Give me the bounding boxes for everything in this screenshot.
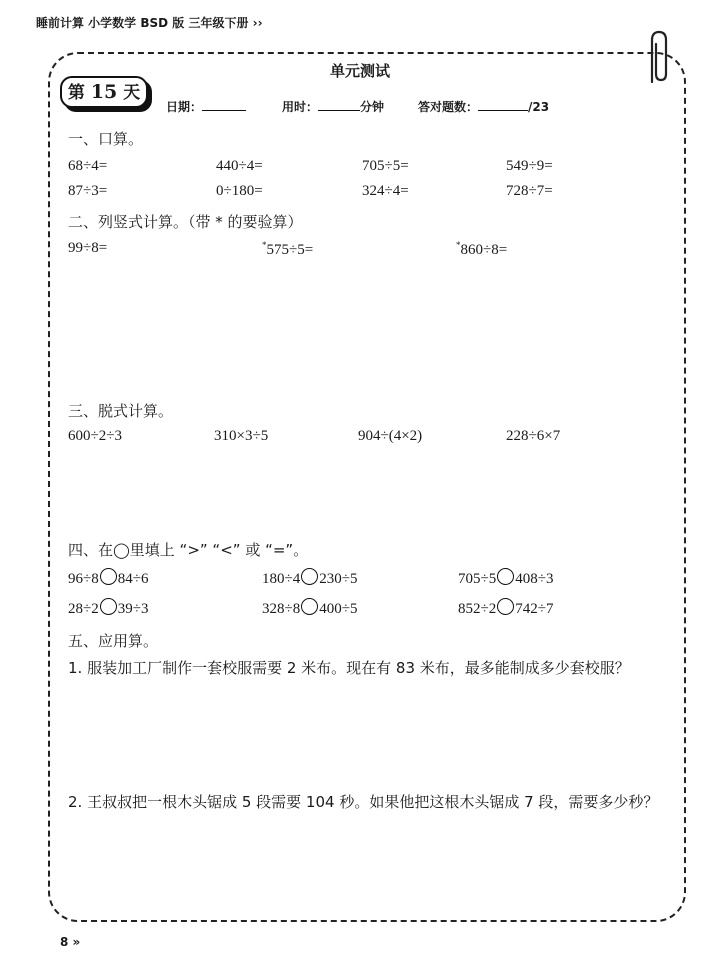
date-label: 日期： bbox=[166, 100, 203, 114]
time-unit: 分钟 bbox=[360, 100, 385, 114]
word-problem-2: 2. 王叔叔把一根木头锯成 5 段需要 104 秒。如果他把这根木头锯成 7 段，需要多少秒？ bbox=[68, 793, 659, 811]
vertical-item-starred: *575÷5= bbox=[262, 240, 314, 258]
oral-item: 440÷4= bbox=[216, 158, 263, 174]
answer-circle[interactable] bbox=[497, 568, 514, 585]
date-blank[interactable] bbox=[202, 98, 246, 111]
section5-heading: 五、应用算。 bbox=[68, 632, 159, 650]
badge-number: 15 bbox=[90, 81, 118, 103]
compare-item: 328÷8 400÷5 bbox=[262, 598, 357, 618]
answer-circle[interactable] bbox=[301, 598, 318, 615]
score-label: 答对题数： bbox=[418, 100, 479, 114]
section3-heading: 三、脱式计算。 bbox=[68, 402, 174, 420]
answer-circle[interactable] bbox=[100, 598, 117, 615]
time-label: 用时： bbox=[282, 100, 319, 114]
section1-heading: 一、口算。 bbox=[68, 130, 144, 148]
book-header: 睡前计算 小学数学 BSD 版 三年级下册 ›› bbox=[36, 16, 263, 30]
oral-item: 728÷7= bbox=[506, 183, 553, 199]
oral-item: 68÷4= bbox=[68, 158, 108, 174]
stepwise-item: 904÷(4×2) bbox=[358, 428, 423, 444]
compare-item: 852÷2 742÷7 bbox=[458, 598, 553, 618]
oral-item: 549÷9= bbox=[506, 158, 553, 174]
page-number: 8 » bbox=[60, 935, 81, 949]
oral-item: 324÷4= bbox=[362, 183, 409, 199]
badge-suffix: 天 bbox=[123, 83, 141, 103]
compare-item: 705÷5 408÷3 bbox=[458, 568, 553, 588]
vertical-item: 99÷8= bbox=[68, 240, 108, 256]
answer-circle[interactable] bbox=[497, 598, 514, 615]
compare-item: 28÷2 39÷3 bbox=[68, 598, 148, 618]
time-blank[interactable] bbox=[318, 98, 360, 111]
answer-circle[interactable] bbox=[301, 568, 318, 585]
section2-heading: 二、列竖式计算。（带 * 的要验算） bbox=[68, 213, 303, 231]
compare-item: 96÷8 84÷6 bbox=[68, 568, 148, 588]
oral-item: 0÷180= bbox=[216, 183, 263, 199]
verify-star: * bbox=[262, 240, 267, 250]
score-blank[interactable] bbox=[478, 98, 528, 111]
badge-prefix: 第 bbox=[67, 83, 85, 103]
compare-item: 180÷4 230÷5 bbox=[262, 568, 357, 588]
date-field[interactable] bbox=[166, 98, 246, 115]
score-field[interactable] bbox=[418, 98, 549, 115]
answer-circle[interactable] bbox=[100, 568, 117, 585]
section4-heading: 四、在◯里填上 “>” “<” 或 “=”。 bbox=[68, 541, 309, 559]
stepwise-item: 310×3÷5 bbox=[214, 428, 269, 444]
stepwise-item: 228÷6×7 bbox=[506, 428, 561, 444]
vertical-item-starred: *860÷8= bbox=[456, 240, 508, 258]
word-problem-1: 1. 服装加工厂制作一套校服需要 2 米布。现在有 83 米布，最多能制成多少套校服？ bbox=[68, 659, 630, 677]
stepwise-item: 600÷2÷3 bbox=[68, 428, 122, 444]
score-total: /23 bbox=[528, 100, 550, 114]
page-title: 单元测试 bbox=[329, 62, 390, 80]
time-field[interactable] bbox=[282, 98, 384, 115]
day-badge bbox=[60, 76, 148, 108]
oral-item: 705÷5= bbox=[362, 158, 409, 174]
verify-star: * bbox=[456, 240, 461, 250]
oral-item: 87÷3= bbox=[68, 183, 108, 199]
